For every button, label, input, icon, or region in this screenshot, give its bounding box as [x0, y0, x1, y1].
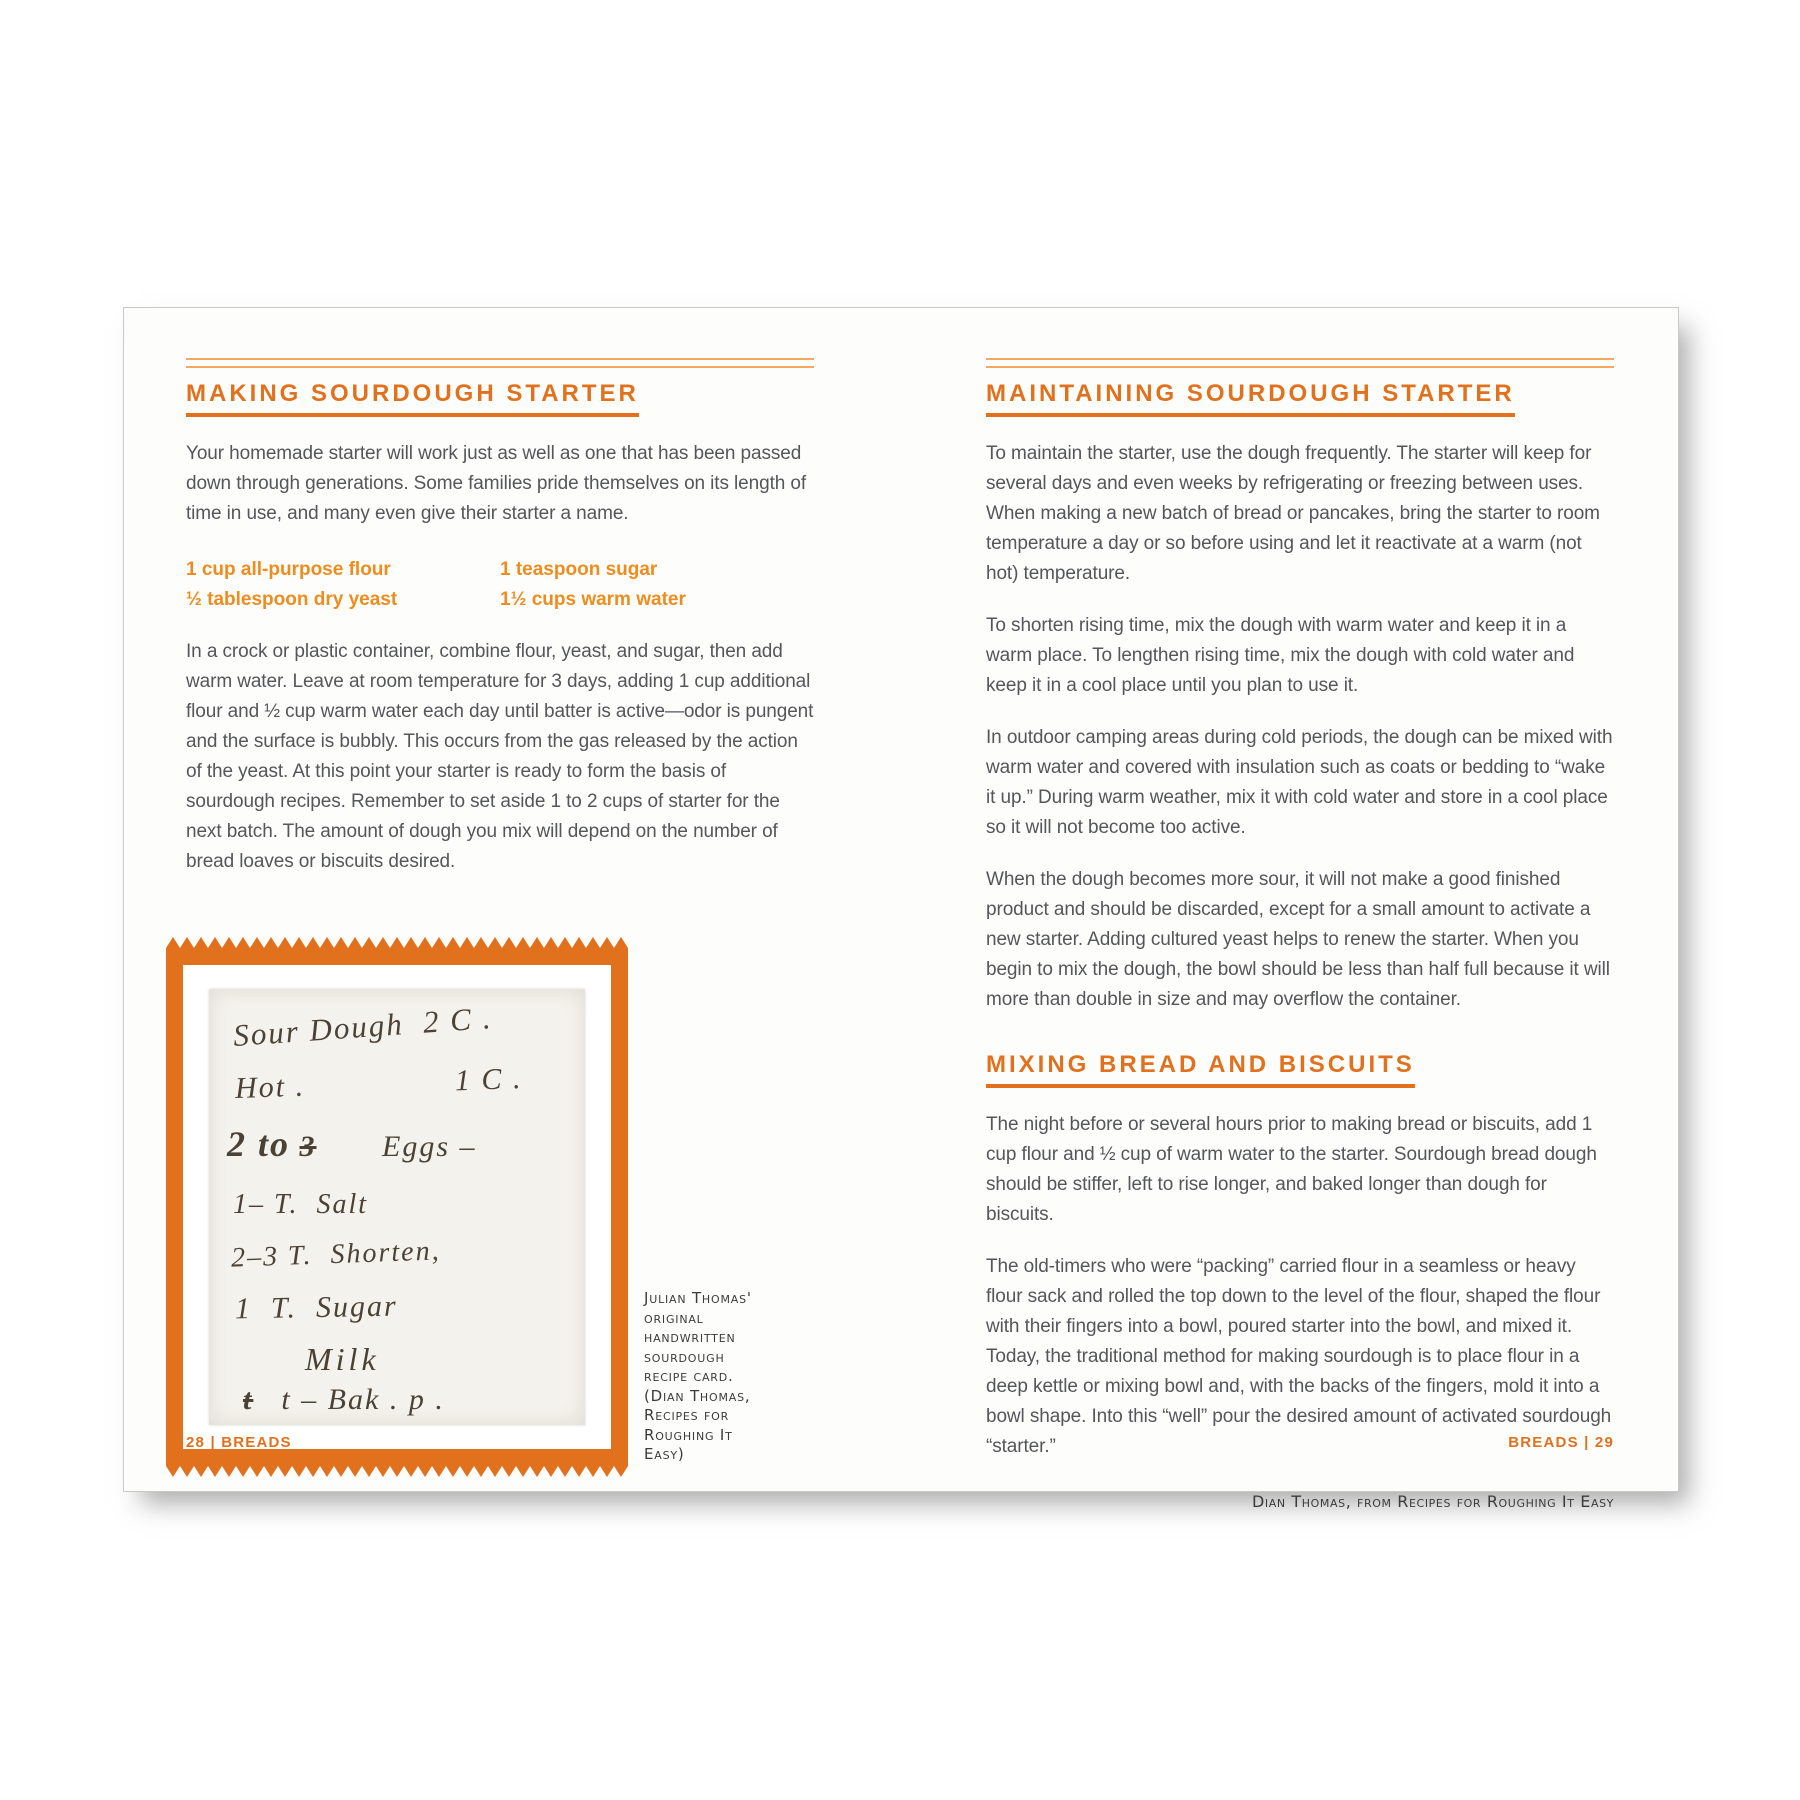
- crossed-out-text: 3: [299, 1130, 317, 1163]
- right-page-column: [986, 358, 1614, 1511]
- caption-line: original: [644, 1308, 704, 1327]
- caption-line: Recipes for: [644, 1406, 730, 1424]
- recipe-card-figure: [166, 937, 752, 1477]
- zigzag-top-edge: [166, 937, 628, 948]
- caption-line: Easy): [644, 1445, 685, 1463]
- crossed-out-text: t: [243, 1383, 254, 1416]
- recipe-card-line: Milk: [305, 1341, 380, 1377]
- recipe-card-photo: [209, 989, 585, 1425]
- recipe-card-line: 1 T. Sugar: [234, 1289, 398, 1326]
- photo-caption: [644, 1289, 849, 1465]
- caption-line: sourdough: [644, 1347, 725, 1366]
- ingredient-item: ½ tablespoon dry yeast: [186, 589, 398, 610]
- recipe-card-line: 2 to 3 Eggs –: [227, 1124, 477, 1164]
- body-paragraph: In outdoor camping areas during cold periods, the dough can be mixed with warm water and covered with insulation such as coats or bedding to “wake it up.” During warm weather, mix it with cold water and store in a cool place so it will not become too active.: [986, 727, 1613, 838]
- heading-wrap: [986, 1051, 1614, 1088]
- section-heading: MAKING SOURDOUGH STARTER: [186, 380, 639, 417]
- attribution-line: Dian Thomas, from Recipes for Roughing It Easy: [1251, 1492, 1614, 1511]
- body-paragraph: To maintain the starter, use the dough frequently. The starter will keep for several days and even weeks by refrigerating or freezing between uses. When making a new batch of bread or pancakes, bring the starter to room temperature a day or so before using and let it reactivate at a warm (not hot) temperature.: [986, 443, 1600, 584]
- page-folio-right: BREADS | 29: [1508, 1434, 1614, 1451]
- caption-line: recipe card.: [644, 1367, 734, 1385]
- recipe-card-line: 1– T. Salt: [233, 1189, 369, 1220]
- ingredient-item: 1½ cups warm water: [500, 589, 686, 610]
- caption-line: Roughing It: [644, 1425, 733, 1444]
- intro-paragraph: Your homemade starter will work just as well as one that has been passed down through generations. Some families pride themselves on its length of time in use, and many even give their starter a name.: [186, 443, 807, 524]
- recipe-card-line: Sour Dough 2 C .: [232, 999, 494, 1054]
- body-paragraph: When the dough becomes more sour, it will not make a good finished product and should be discarded, except for a small amount to activate a new starter. Adding cultured yeast helps to renew the starter. When you begin to mix the dough, the bowl should be less than half full because it will more than double in size and may overflow the container.: [986, 869, 1610, 1010]
- body-paragraph: The old-timers who were “packing” carried flour in a seamless or heavy flour sack and rolled the top down to the level of the flour, shaped the flour with their fingers into a bowl, poured starter into the bowl, and mixed it. Today, the traditional method for making sourdough is to place flour in a deep kettle or mixing bowl and, with the backs of the fingers, mold it into a bowl shape. Into this “well” pour the desired amount of activated sourdough “starter.”: [986, 1256, 1612, 1457]
- section-heading: MIXING BREAD AND BISCUITS: [986, 1051, 1415, 1088]
- ingredients-list: [186, 555, 814, 615]
- book-spread: [123, 307, 1679, 1511]
- section-top-rule: [186, 358, 814, 368]
- ingredients-column-1: [186, 555, 500, 615]
- ingredient-item: 1 cup all-purpose flour: [186, 559, 391, 580]
- section-top-rule: [986, 358, 1614, 368]
- recipe-card-frame: [166, 948, 628, 1466]
- zigzag-bottom-edge: [166, 1466, 628, 1477]
- heading-wrap: [986, 380, 1614, 417]
- left-page-column: [186, 358, 814, 1477]
- recipe-card-line: t t – Bak . p .: [243, 1383, 445, 1416]
- caption-line: Julian Thomas': [644, 1289, 752, 1307]
- section-heading: MAINTAINING SOURDOUGH STARTER: [986, 380, 1515, 417]
- recipe-card-line: Hot . 1 C .: [234, 1061, 523, 1106]
- ingredient-item: 1 teaspoon sugar: [500, 559, 658, 580]
- caption-line: handwritten: [644, 1328, 736, 1346]
- heading-wrap: [186, 380, 814, 417]
- body-paragraph: To shorten rising time, mix the dough with warm water and keep it in a warm place. To lengthen rising time, mix the dough with cold water and keep it in a cool place until you plan to use it.: [986, 615, 1575, 696]
- body-paragraph: In a crock or plastic container, combine flour, yeast, and sugar, then add warm water. Leave at room temperature for 3 days, adding 1 cup additional flour and ½ cup warm water each day until batter is active—odor is pungent and the surface is bubbly. This occurs from the gas released by the action of the yeast. At this point your starter is ready to form the basis of sourdough recipes. Remember to set aside 1 to 2 cups of starter for the next batch. The amount of dough you mix will depend on the number of bread loaves or biscuits desired.: [186, 641, 814, 872]
- ingredients-column-2: [500, 555, 814, 615]
- recipe-card-mat: [183, 965, 611, 1449]
- body-paragraph: The night before or several hours prior to making bread or biscuits, add 1 cup flour and ½ cup of warm water to the starter. Sourdough bread dough should be stiffer, left to rise longer, and baked longer than dough for biscuits.: [986, 1114, 1597, 1225]
- page-folio-left: 28 | BREADS: [186, 1434, 292, 1451]
- caption-line: (Dian Thomas,: [644, 1386, 751, 1405]
- recipe-card-line: 2–3 T. Shorten,: [230, 1235, 442, 1274]
